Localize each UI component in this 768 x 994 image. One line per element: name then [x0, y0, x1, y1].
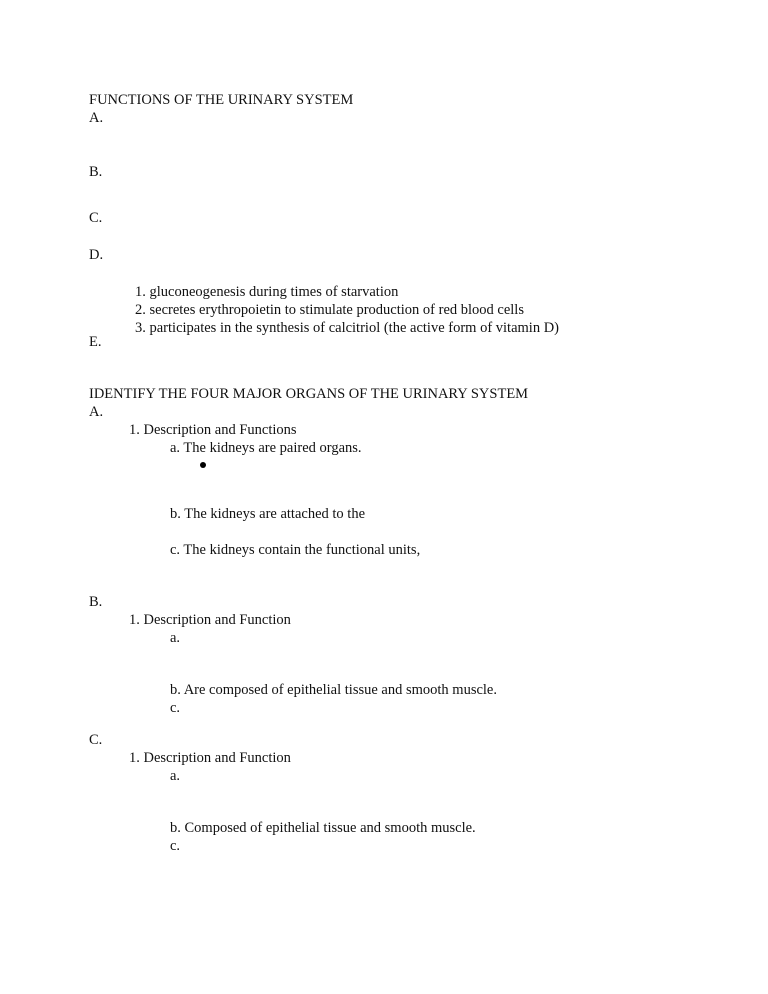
organ-c-item-b: b. Composed of epithelial tissue and smooth muscle.: [170, 820, 476, 836]
section1-d-subitem-3: 3. participates in the synthesis of calcitriol (the active form of vitamin D): [135, 320, 559, 336]
section1-d-subitem-2: 2. secretes erythropoietin to stimulate production of red blood cells: [135, 302, 524, 318]
section1-item-c: C.: [89, 210, 103, 226]
organ-a-item-c: c. The kidneys contain the functional units,: [170, 542, 421, 558]
section1-d-subitem-1: 1. gluconeogenesis during times of starvation: [135, 284, 399, 300]
section1-item-e: E.: [89, 334, 102, 350]
section1-heading: FUNCTIONS OF THE URINARY SYSTEM: [89, 92, 354, 108]
bullet-icon: [200, 462, 206, 468]
section1-item-a: A.: [89, 110, 104, 126]
section1-item-d: D.: [89, 247, 104, 263]
organ-c-item-a: a.: [170, 768, 181, 784]
organ-b-item-b: b. Are composed of epithelial tissue and smooth muscle.: [170, 682, 497, 698]
organ-a-item-b: b. The kidneys are attached to the: [170, 506, 366, 522]
organ-b-item-a: a.: [170, 630, 181, 646]
section1-item-b: B.: [89, 164, 103, 180]
organ-c-letter: C.: [89, 732, 103, 748]
organ-a-item-a: a. The kidneys are paired organs.: [170, 440, 362, 456]
organ-c-item-c: c.: [170, 838, 181, 854]
organ-a-letter: A.: [89, 404, 104, 420]
section2-heading: IDENTIFY THE FOUR MAJOR ORGANS OF THE URINARY SYSTEM: [89, 386, 529, 402]
organ-c-description-heading: 1. Description and Function: [129, 750, 291, 766]
organ-b-item-c: c.: [170, 700, 181, 716]
organ-a-description-heading: 1. Description and Functions: [129, 422, 297, 438]
organ-b-description-heading: 1. Description and Function: [129, 612, 291, 628]
organ-b-letter: B.: [89, 594, 103, 610]
